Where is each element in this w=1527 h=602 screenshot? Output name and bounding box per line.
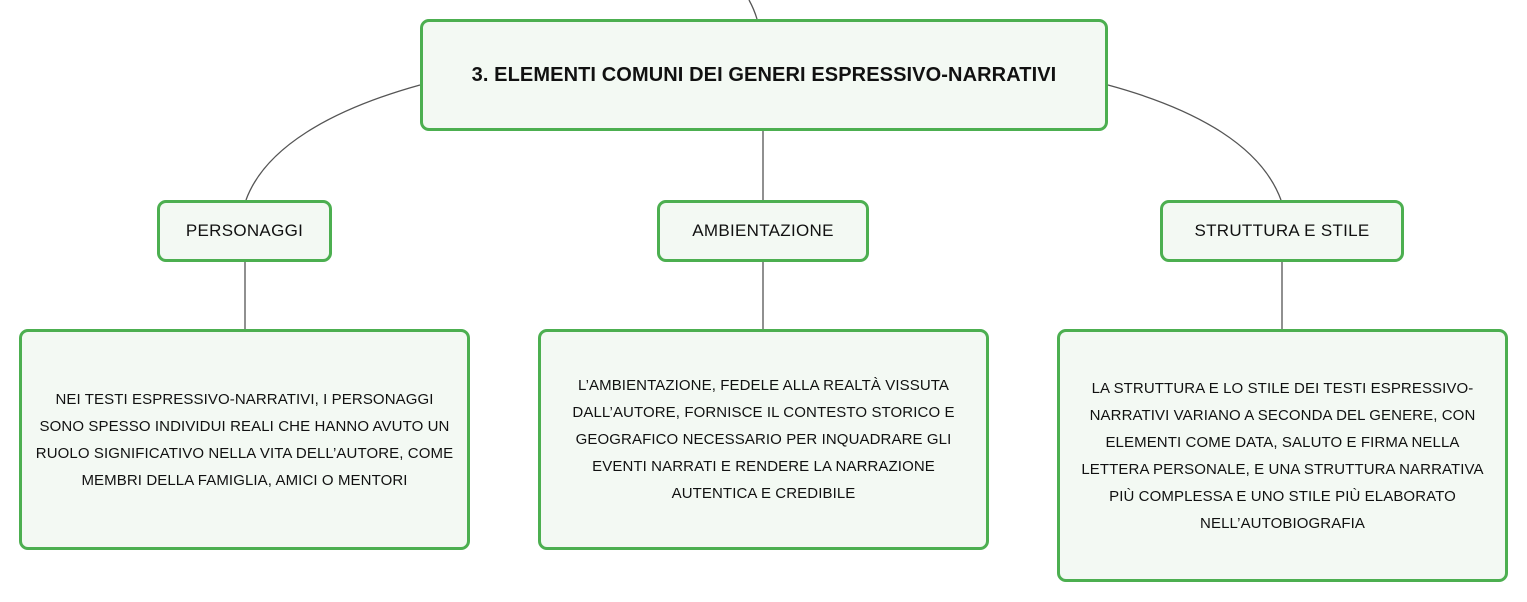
- category-label: PERSONAGGI: [185, 221, 304, 240]
- description-node-struttura-e-stile[interactable]: [1057, 329, 1508, 582]
- description-text: L’AMBIENTAZIONE, FEDELE ALLA REALTÀ VISSUTA DALL’AUTORE, FORNISCE IL CONTESTO STORICO E GEOGRAFICO NECESSARIO PER INQUADRARE GLI EVENTI NARRATI E RENDERE LA NARRAZIONE AUTENTICA E CREDIBILE: [572, 377, 955, 502]
- category-label: AMBIENTAZIONE: [692, 221, 834, 240]
- category-node-struttura-e-stile[interactable]: [1160, 200, 1404, 262]
- category-label: STRUTTURA E STILE: [1194, 221, 1370, 240]
- connector-parent-to-root: [749, 0, 757, 19]
- connector-root-to-personaggi: [246, 85, 420, 200]
- description-text: LA STRUTTURA E LO STILE DEI TESTI ESPRESSIVO-NARRATIVI VARIANO A SECONDA DEL GENERE, CON ELEMENTI COME DATA, SALUTO E FIRMA NELLA LETTERA PERSONALE, E UNA STRUTTURA NARRATIVA PIÙ COMPLESSA E UNO STILE PIÙ ELABORATO NELL’AUTOBIOGRAFIA: [1081, 379, 1484, 532]
- description-node-personaggi[interactable]: [19, 329, 470, 550]
- category-node-ambientazione[interactable]: [657, 200, 869, 262]
- description-node-ambientazione[interactable]: [538, 329, 989, 550]
- connector-root-to-struttura: [1108, 85, 1281, 200]
- root-title: 3. ELEMENTI COMUNI DEI GENERI ESPRESSIVO-NARRATIVI: [471, 63, 1057, 86]
- category-node-personaggi[interactable]: [157, 200, 332, 262]
- description-text: NEI TESTI ESPRESSIVO-NARRATIVI, I PERSONAGGI SONO SPESSO INDIVIDUI REALI CHE HANNO AVUTO UN RUOLO SIGNIFICATIVO NELLA VITA DELL’AUTORE, COME MEMBRI DELLA FAMIGLIA, AMICI O MENTORI: [35, 390, 454, 489]
- root-node[interactable]: [420, 19, 1108, 131]
